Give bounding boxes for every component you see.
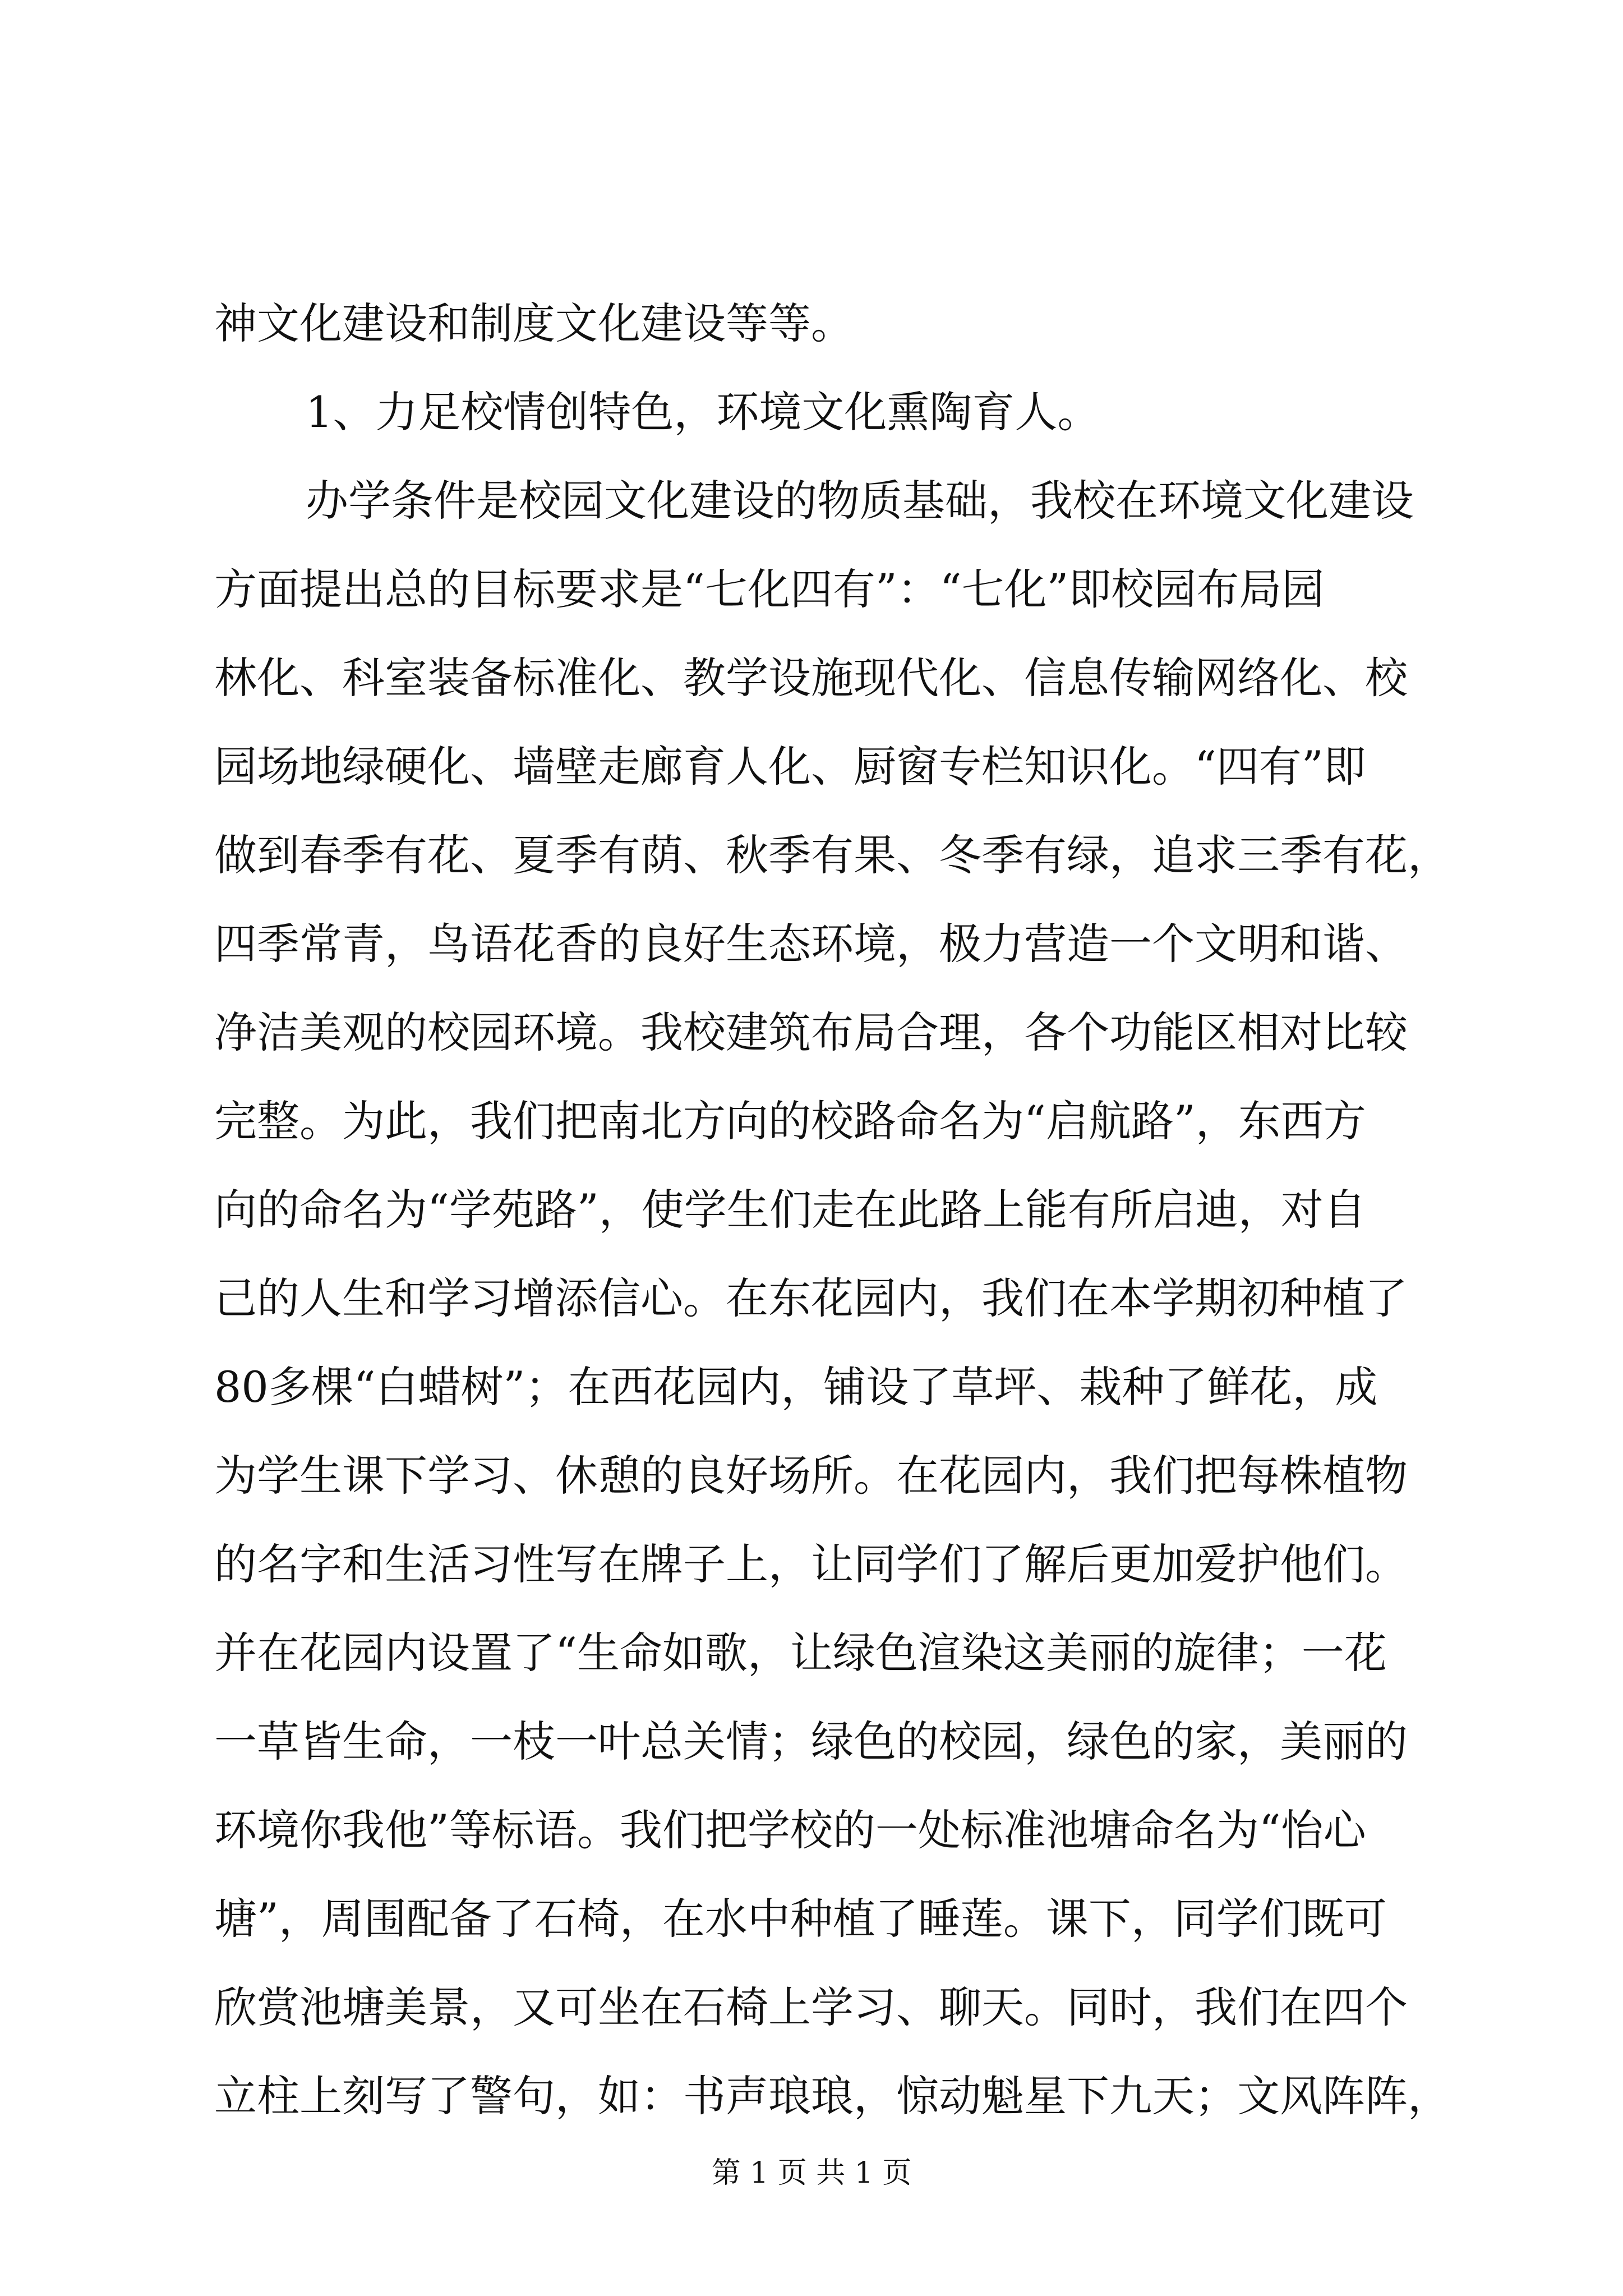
text-line: 立柱上刻写了警句，如：书声琅琅，惊动魁星下九天；文风阵阵， (214, 2071, 1450, 2121)
text-line: 的名字和生活习性写在牌子上，让同学们了解后更加爱护他们。 (214, 1539, 1408, 1589)
text-line: 并在花园内设置了“生命如歌，让绿色渲染这美丽的旋律；一花 (214, 1628, 1387, 1678)
text-line: 为学生课下学习、休憩的良好场所。在花园内，我们把每株植物 (214, 1451, 1408, 1501)
text-line: 向的命名为“学苑路”，使学生们走在此路上能有所启迪，对自 (214, 1185, 1366, 1235)
text-line: 环境你我他”等标语。我们把学校的一处标准池塘命名为“怡心 (214, 1805, 1366, 1855)
text-line: 净洁美观的校园环境。我校建筑布局合理，各个功能区相对比较 (214, 1007, 1408, 1057)
text-line: 塘”，周围配备了石椅，在水中种植了睡莲。课下，同学们既可 (214, 1894, 1387, 1944)
text-line: 欣赏池塘美景，又可坐在石椅上学习、聊天。同时，我们在四个 (214, 1982, 1408, 2032)
text-line: 做到春季有花、夏季有荫、秋季有果、冬季有绿，追求三季有花， (214, 830, 1450, 880)
text-line: 园场地绿硬化、墙壁走廊育人化、厨窗专栏知识化。“四有”即 (214, 742, 1366, 792)
text-line: 神文化建设和制度文化建设等等。 (214, 298, 854, 348)
text-line: 林化、科室装备标准化、教学设施现代化、信息传输网络化、校 (214, 653, 1408, 703)
text-line: 完整。为此，我们把南北方向的校路命名为“启航路”，东西方 (214, 1096, 1366, 1146)
page-footer: 第 1 页 共 1 页 (711, 2156, 912, 2190)
section-heading: 1、力足校情创特色，环境文化熏陶育人。 (306, 387, 1100, 437)
text-line: 办学条件是校园文化建设的物质基础，我校在环境文化建设 (306, 476, 1414, 526)
text-line: 80多棵“白蜡树”；在西花园内，铺设了草坪、栽种了鲜花，成 (214, 1362, 1378, 1412)
text-line: 一草皆生命，一枝一叶总关情；绿色的校园，绿色的家，美丽的 (214, 1717, 1408, 1766)
text-line: 四季常青，鸟语花香的良好生态环境，极力营造一个文明和谐、 (214, 919, 1408, 969)
text-line: 方面提出总的目标要求是“七化四有”：“七化”即校园布局园 (214, 564, 1325, 614)
text-line: 己的人生和学习增添信心。在东花园内，我们在本学期初种植了 (214, 1273, 1408, 1323)
